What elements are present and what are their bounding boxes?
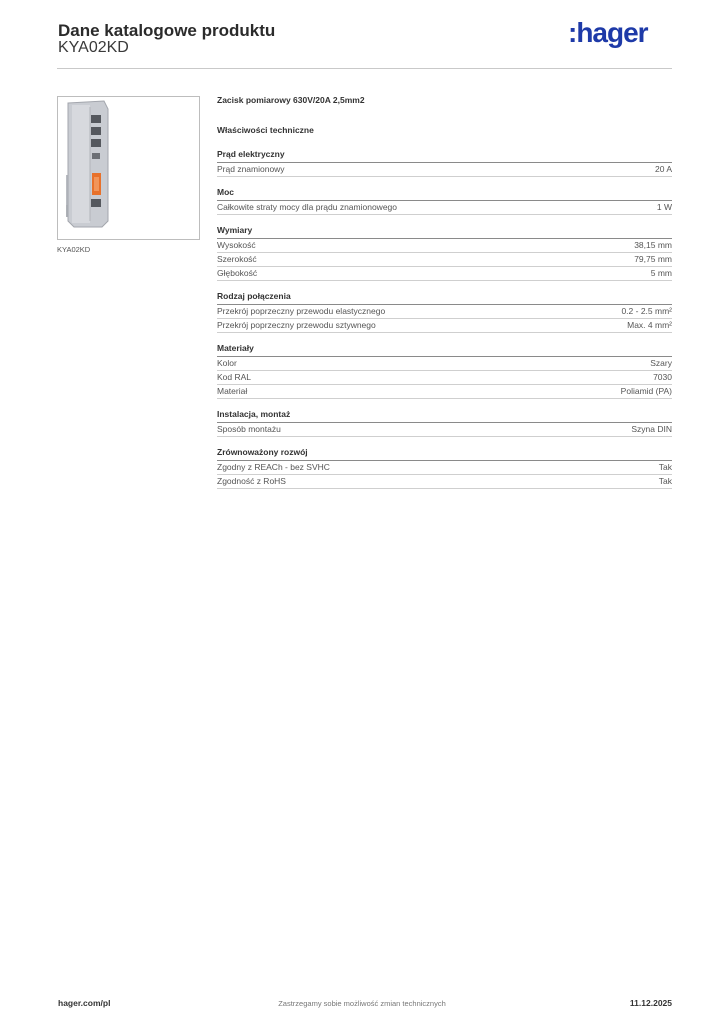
product-image	[58, 97, 199, 239]
section-title: Wymiary	[217, 225, 672, 239]
spec-section	[217, 447, 672, 489]
spec-content	[217, 95, 672, 489]
spec-value: 38,15 mm	[634, 240, 672, 250]
spec-label: Kod RAL	[217, 372, 252, 382]
spec-label: Szerokość	[217, 254, 257, 264]
spec-value: 79,75 mm	[634, 254, 672, 264]
spec-section	[217, 149, 672, 177]
footer-date: 11.12.2025	[629, 998, 672, 1008]
section-title: Materiały	[217, 343, 672, 357]
spec-value: 7030	[653, 372, 672, 382]
section-title: Moc	[217, 187, 672, 201]
spec-row	[217, 267, 672, 281]
spec-label: Kolor	[217, 358, 237, 368]
page-subtitle: KYA02KD	[58, 39, 129, 56]
spec-label: Materiał	[217, 386, 248, 396]
spec-row	[217, 201, 672, 215]
technical-properties-heading: Właściwości techniczne	[217, 125, 314, 135]
spec-value: 20 A	[654, 164, 672, 174]
spec-row	[217, 253, 672, 267]
spec-label: Przekrój poprzeczny przewodu sztywnego	[217, 320, 376, 330]
header-divider	[57, 68, 672, 69]
spec-label: Sposób montażu	[217, 424, 281, 434]
spec-row	[217, 385, 672, 399]
spec-value: 0.2 - 2.5 mm²	[621, 306, 672, 316]
spec-value: 1 W	[656, 202, 672, 212]
product-image-caption: KYA02KD	[57, 245, 91, 254]
spec-row	[217, 461, 672, 475]
section-title: Rodzaj połączenia	[217, 291, 672, 305]
product-image-frame	[57, 96, 200, 240]
spec-sections	[217, 149, 672, 489]
spec-section	[217, 343, 672, 399]
spec-label: Zgodny z REACh - bez SVHC	[217, 462, 330, 472]
spec-section	[217, 187, 672, 215]
hager-logo: :hager	[568, 17, 648, 48]
spec-row	[217, 423, 672, 437]
spec-row	[217, 371, 672, 385]
section-title: Zrównoważony rozwój	[217, 447, 672, 461]
spec-section	[217, 225, 672, 281]
footer-notice: Zastrzegamy sobie możliwość zmian technicznych	[278, 999, 446, 1008]
spec-label: Całkowite straty mocy dla prądu znamionowego	[217, 202, 398, 212]
spec-section	[217, 291, 672, 333]
spec-value: Szyna DIN	[631, 424, 672, 434]
spec-value: Szary	[650, 358, 672, 368]
page-title: Dane katalogowe produktu	[58, 21, 276, 40]
spec-row	[217, 475, 672, 489]
section-title: Prąd elektryczny	[217, 149, 672, 163]
spec-row	[217, 319, 672, 333]
spec-label: Zgodność z RoHS	[217, 476, 286, 486]
spec-label: Głębokość	[217, 268, 258, 278]
spec-value: Tak	[658, 476, 672, 486]
spec-row	[217, 357, 672, 371]
spec-row	[217, 305, 672, 319]
product-description: Zacisk pomiarowy 630V/20A 2,5mm2	[217, 95, 365, 105]
footer-website: hager.com/pl	[58, 998, 111, 1008]
spec-row	[217, 163, 672, 177]
spec-section	[217, 409, 672, 437]
spec-value: Max. 4 mm²	[627, 320, 672, 330]
spec-value: Tak	[658, 462, 672, 472]
spec-label: Wysokość	[217, 240, 256, 250]
section-title: Instalacja, montaż	[217, 409, 672, 423]
spec-label: Przekrój poprzeczny przewodu elastycznego	[217, 306, 386, 316]
spec-value: Poliamid (PA)	[620, 386, 672, 396]
spec-label: Prąd znamionowy	[217, 164, 285, 174]
spec-value: 5 mm	[650, 268, 672, 278]
spec-row	[217, 239, 672, 253]
